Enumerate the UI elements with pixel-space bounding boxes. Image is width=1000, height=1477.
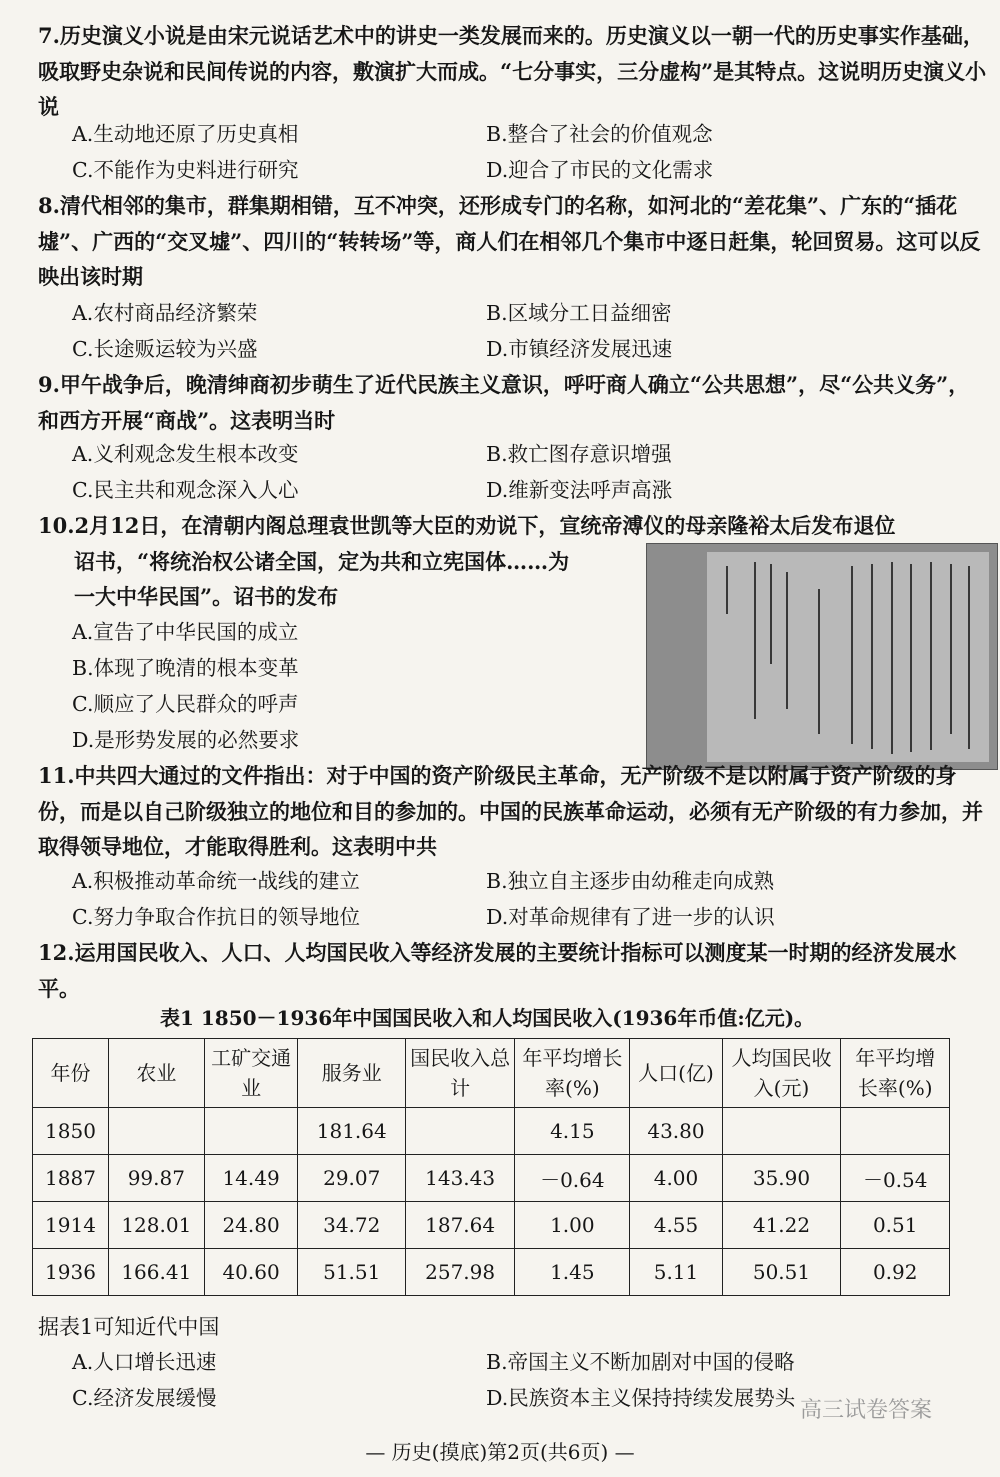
option-b[interactable]: B.救亡图存意识增强 (486, 442, 672, 466)
question-10-stem-line1: 10.2月12日，在清朝内阁总理袁世凯等大臣的劝说下，宣统帝溥仪的母亲隆裕太后发布退位 (38, 513, 896, 538)
header-national-income: 国民收入总计 (406, 1039, 515, 1108)
table-cell (108, 1108, 204, 1155)
question-11-stem: 11.中共四大通过的文件指出：对于中国的资产阶级民主革命，无产阶级不是以附属于资产阶级的身份，而是以自己阶级独立的地位和目的参加的。中国的民族革命运动，必须有无产阶级的有力参加，并取得领导地位，才能取得胜利。这表明中共 (38, 763, 983, 859)
question-8-stem: 8.清代相邻的集市，群集期相错，互不冲突，还形成专门的名称，如河北的“差花集”、广东的“插花墟”、广西的“交叉墟”、四川的“转转场”等，商人们在相邻几个集市中逐日赶集，轮回贸易。这可以反映出该时期 (38, 193, 981, 289)
question-9-stem: 9.甲午战争后，晚清绅商初步萌生了近代民族主义意识，呼吁商人确立“公共思想”，尽“公共义务”，和西方开展“商战”。这表明当时 (38, 372, 970, 433)
table-cell: 0.51 (841, 1202, 950, 1249)
watermark: 高三试卷答案 (800, 1398, 933, 1423)
question-12-lead-text: 据表1可知近代中国 (38, 1315, 220, 1339)
table-cell (722, 1108, 841, 1155)
question-9 (38, 367, 988, 438)
question-12-lead (38, 1310, 988, 1346)
table-cell: －0.64 (515, 1155, 630, 1202)
table-cell (204, 1108, 298, 1155)
page-footer: — 历史(摸底)第2页(共6页) — (365, 1440, 635, 1464)
option-a[interactable]: A.生动地还原了历史真相 (72, 122, 299, 146)
question-11-options (0, 864, 1000, 935)
table-cell: 181.64 (298, 1108, 406, 1155)
table-cell: 1850 (33, 1108, 109, 1155)
table-cell: 24.80 (204, 1202, 298, 1249)
table-cell: 34.72 (298, 1202, 406, 1249)
option-c[interactable]: C.民主共和观念深入人心 (72, 478, 299, 502)
table-row (33, 1108, 950, 1155)
table-cell (841, 1108, 950, 1155)
table-cell: 4.00 (630, 1155, 722, 1202)
question-12-stem: 12.运用国民收入、人口、人均国民收入等经济发展的主要统计指标可以测度某一时期的经济发展水平。 (38, 940, 957, 1001)
option-a[interactable]: A.人口增长迅速 (72, 1350, 217, 1374)
table-cell: 1914 (33, 1202, 109, 1249)
table-cell: －0.54 (841, 1155, 950, 1202)
table-cell: 0.92 (841, 1249, 950, 1296)
table-cell: 99.87 (108, 1155, 204, 1202)
table-cell: 187.64 (406, 1202, 515, 1249)
table-row (33, 1155, 950, 1202)
header-industry: 工矿交通业 (204, 1039, 298, 1108)
header-year: 年份 (33, 1039, 109, 1108)
option-b[interactable]: B.独立自主逐步由幼稚走向成熟 (486, 869, 775, 893)
option-d[interactable]: D.是形势发展的必然要求 (72, 728, 300, 752)
table-cell: 4.15 (515, 1108, 630, 1155)
table-cell: 1.00 (515, 1202, 630, 1249)
table-cell: 41.22 (722, 1202, 841, 1249)
option-a[interactable]: A.宣告了中华民国的成立 (72, 620, 299, 644)
table-row (33, 1202, 950, 1249)
question-10-stem-line2: 诏书，“将统治权公诸全国，定为共和立宪国体……为 (74, 548, 570, 574)
option-c[interactable]: C.努力争取合作抗日的领导地位 (72, 905, 360, 929)
table-caption: 表1 1850－1936年中国国民收入和人均国民收入(1936年币值:亿元)。 (160, 1006, 815, 1030)
question-8-options (0, 296, 1000, 367)
table-cell: 1.45 (515, 1249, 630, 1296)
question-10-stem-line3: 一大中华民国”。诏书的发布 (74, 584, 339, 609)
abdication-edict-photo (646, 543, 998, 770)
header-per-capita-growth: 年平均增长率(%) (841, 1039, 950, 1108)
table-cell: 166.41 (108, 1249, 204, 1296)
header-agriculture: 农业 (108, 1039, 204, 1108)
table-header-row (33, 1039, 950, 1108)
option-b[interactable]: B.帝国主义不断加剧对中国的侵略 (486, 1350, 795, 1374)
option-d[interactable]: D.对革命规律有了进一步的认识 (486, 905, 775, 929)
option-d[interactable]: D.维新变法呼声高涨 (486, 478, 673, 502)
table-cell: 50.51 (722, 1249, 841, 1296)
option-b[interactable]: B.区域分工日益细密 (486, 301, 672, 325)
option-a[interactable]: A.积极推动革命统一战线的建立 (72, 869, 360, 893)
question-7-stem: 7.历史演义小说是由宋元说话艺术中的讲史一类发展而来的。历史演义以一朝一代的历史事实作基础，吸取野史杂说和民间传说的内容，敷演扩大而成。“七分事实，三分虚构”是其特点。这说明历史演义小说 (38, 23, 987, 119)
header-population: 人口(亿) (630, 1039, 722, 1108)
table-cell: 128.01 (108, 1202, 204, 1249)
table-cell: 257.98 (406, 1249, 515, 1296)
question-10-options (0, 615, 640, 757)
table-cell: 29.07 (298, 1155, 406, 1202)
table-cell: 4.55 (630, 1202, 722, 1249)
question-7-options (0, 117, 1000, 188)
table-cell: 51.51 (298, 1249, 406, 1296)
option-b[interactable]: B.体现了晚清的根本变革 (72, 656, 299, 680)
question-9-options (0, 437, 1000, 508)
question-12 (38, 935, 988, 1006)
table-cell (406, 1108, 515, 1155)
table-cell: 14.49 (204, 1155, 298, 1202)
table-cell: 1887 (33, 1155, 109, 1202)
question-7 (38, 18, 988, 125)
header-per-capita: 人均国民收入(元) (722, 1039, 841, 1108)
table-cell: 43.80 (630, 1108, 722, 1155)
table-cell: 143.43 (406, 1155, 515, 1202)
option-c[interactable]: C.长途贩运较为兴盛 (72, 337, 258, 361)
income-table (32, 1038, 950, 1296)
table-cell: 5.11 (630, 1249, 722, 1296)
question-8 (38, 188, 988, 295)
option-c[interactable]: C.顺应了人民群众的呼声 (72, 692, 299, 716)
option-d[interactable]: D.迎合了市民的文化需求 (486, 158, 714, 182)
option-c[interactable]: C.经济发展缓慢 (72, 1386, 217, 1410)
header-growth-rate: 年平均增长率(%) (515, 1039, 630, 1108)
option-b[interactable]: B.整合了社会的价值观念 (486, 122, 713, 146)
option-a[interactable]: A.农村商品经济繁荣 (72, 301, 258, 325)
table-cell: 35.90 (722, 1155, 841, 1202)
header-services: 服务业 (298, 1039, 406, 1108)
option-d[interactable]: D.民族资本主义保持持续发展势头 (486, 1386, 796, 1410)
option-c[interactable]: C.不能作为史料进行研究 (72, 158, 299, 182)
question-11 (38, 758, 988, 865)
table-cell: 1936 (33, 1249, 109, 1296)
table-cell: 40.60 (204, 1249, 298, 1296)
option-a[interactable]: A.义利观念发生根本改变 (72, 442, 299, 466)
option-d[interactable]: D.市镇经济发展迅速 (486, 337, 673, 361)
table-row (33, 1249, 950, 1296)
